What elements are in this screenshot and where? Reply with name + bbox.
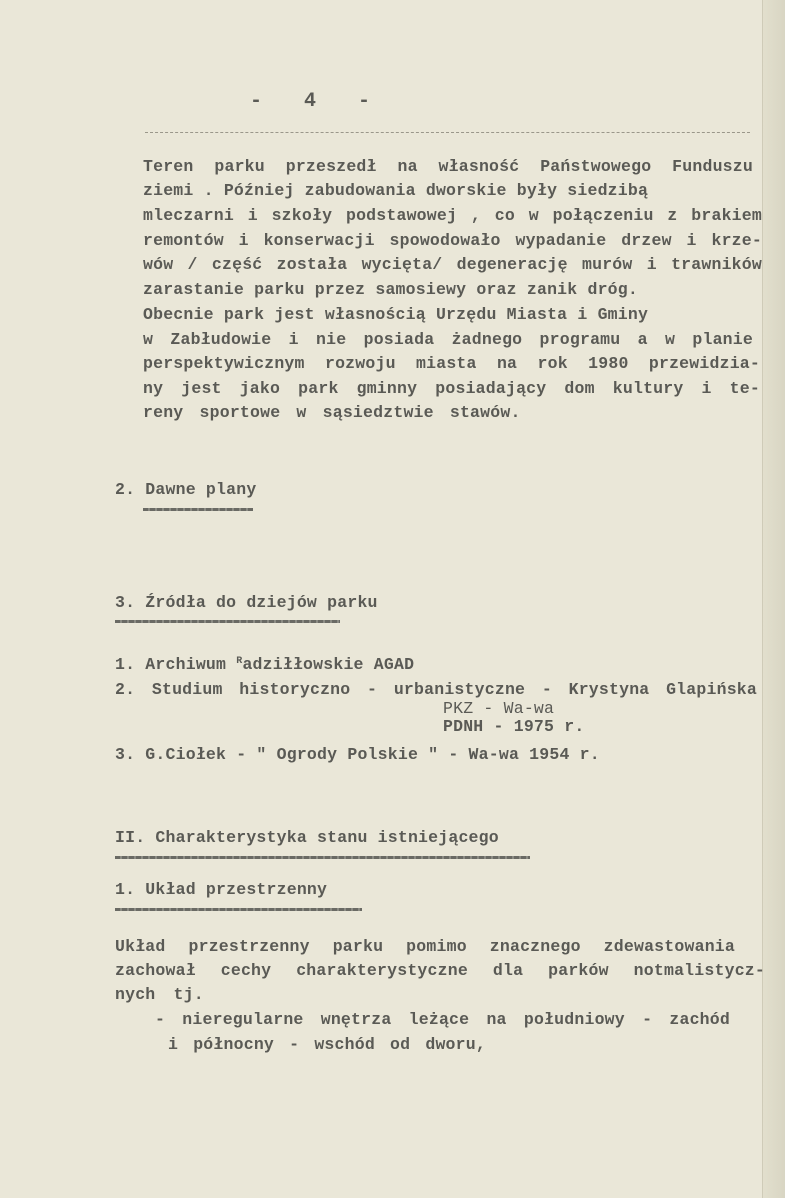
paragraph-line: Obecnie park jest własnością Urzędu Miasta i Gminy xyxy=(143,305,649,324)
source-superscript: R xyxy=(236,656,243,667)
page-number: - 4 - xyxy=(250,90,371,113)
page-edge-shadow xyxy=(762,0,785,1198)
paragraph-line: mleczarni i szkoły podstawowej , co w połączeniu z brakiem xyxy=(143,206,762,225)
subsection-heading: 1. Układ przestrzenny xyxy=(115,880,328,899)
source-item-2-line3: PDNH - 1975 r. xyxy=(443,717,585,736)
source-item-3: 3. G.Ciołek - " Ogrody Polskie " - Wa-wa 1954 r. xyxy=(115,745,600,764)
paragraph-line: perspektywicznym rozwoju miasta na rok 1980 przewidzia- xyxy=(143,354,760,373)
paragraph-line: ny jest jako park gminny posiadający dom kultury i te- xyxy=(143,379,760,398)
source-text: adziłłowskie AGAD xyxy=(242,655,415,674)
heading-underline xyxy=(115,856,530,859)
bullet-line: i północny - wschód od dworu, xyxy=(168,1035,486,1054)
paragraph-line: Teren parku przeszedł na własność Państwowego Funduszu xyxy=(143,157,753,176)
section-heading-zrodla: 3. Źródła do dziejów parku xyxy=(115,593,378,612)
heading-underline xyxy=(115,620,340,623)
paragraph-line: ziemi . Później zabudowania dworskie były siedzibą xyxy=(143,181,649,200)
paragraph-line: remontów i konserwacji spowodowało wypadanie drzew i krze- xyxy=(143,231,762,250)
bullet-line: - nieregularne wnętrza leżące na południowy - zachód xyxy=(155,1010,730,1029)
heading-underline xyxy=(143,508,253,511)
source-item-2: 2. Studium historyczno - urbanistyczne - Krystyna Glapińska xyxy=(115,680,757,699)
source-item-2-line2: PKZ - Wa-wa xyxy=(443,699,555,718)
paragraph-line: zachował cechy charakterystyczne dla parków notmalistycz- xyxy=(115,961,765,980)
header-divider xyxy=(145,132,750,133)
paragraph-line: wów / część została wycięta/ degenerację murów i trawników xyxy=(143,255,762,274)
heading-underline xyxy=(115,908,362,911)
paragraph-line: reny sportowe w sąsiedztwie stawów. xyxy=(143,403,521,422)
paragraph-line: zarastanie parku przez samosiewy oraz zanik dróg. xyxy=(143,280,638,299)
paragraph-line: Układ przestrzenny parku pomimo znacznego zdewastowania xyxy=(115,937,735,956)
paragraph-line: nych tj. xyxy=(115,985,204,1004)
paragraph-line: w Zabłudowie i nie posiada żadnego programu a w planie xyxy=(143,330,753,349)
source-item-1 xyxy=(115,652,414,675)
source-text: 1. Archiwum xyxy=(115,655,237,674)
section-heading-dawne-plany: 2. Dawne plany xyxy=(115,480,257,499)
chapter-heading: II. Charakterystyka stanu istniejącego xyxy=(115,828,499,847)
